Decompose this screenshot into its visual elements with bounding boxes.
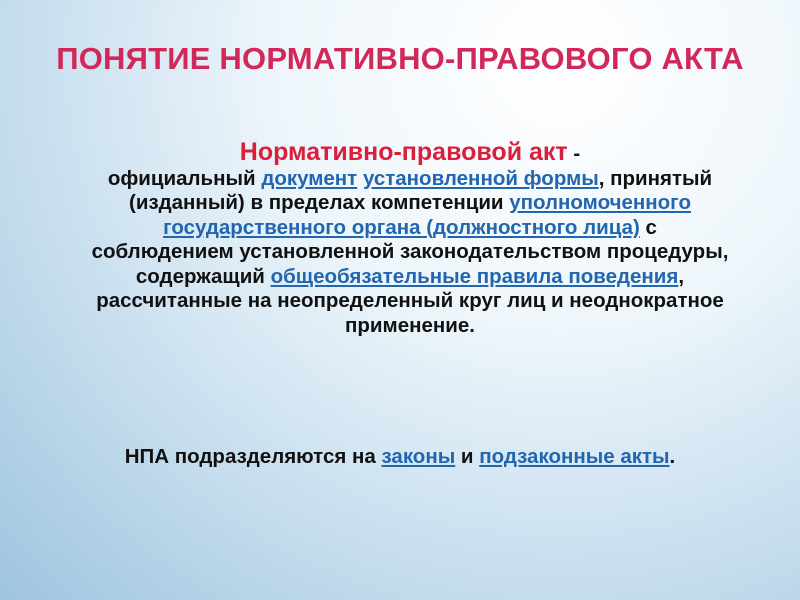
definition-text: , принятый (изданный) в пределах компетенции	[129, 166, 713, 214]
slide-title: ПОНЯТИЕ НОРМАТИВНО-ПРАВОВОГО АКТА	[56, 41, 744, 76]
link-binding-rules[interactable]: общеобязательные правила поведения	[270, 264, 679, 288]
definition-text: с соблюдением установленной законодательством процедуры, содержащий	[91, 215, 729, 288]
subdivision-paragraph	[60, 444, 740, 469]
definition-text: официальный	[107, 166, 262, 190]
defined-term: Нормативно-правовой акт	[239, 138, 568, 166]
subdivision-text: и	[455, 445, 480, 468]
subdivision-text: .	[669, 445, 676, 468]
link-established-form[interactable]: установленной формы	[362, 166, 599, 190]
definition-text: -	[567, 142, 581, 165]
subdivision-text: НПА подразделяются на	[124, 445, 382, 468]
definition-paragraph	[90, 140, 730, 338]
link-document[interactable]: документ	[261, 166, 358, 190]
link-laws[interactable]: законы	[381, 445, 456, 468]
definition-text: , рассчитанные на неопределенный круг лиц и неоднократное применение.	[96, 264, 724, 337]
link-authorized-body[interactable]: уполномоченного государственного органа (должностного лица)	[163, 191, 691, 239]
link-bylaws[interactable]: подзаконные акты	[479, 445, 670, 468]
